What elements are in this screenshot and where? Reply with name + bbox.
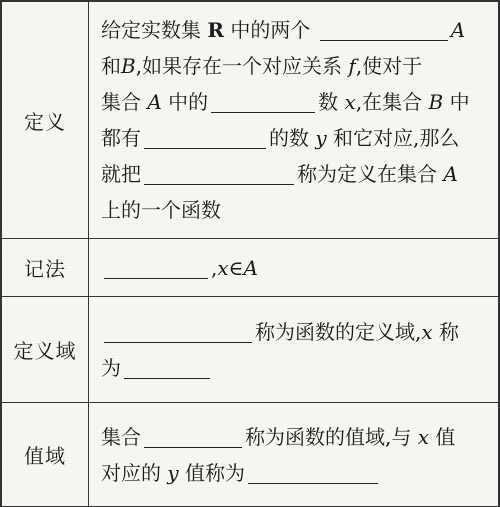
- var-A: A: [450, 18, 466, 42]
- fill-blank-7[interactable]: [124, 356, 210, 379]
- text: 给定实数集: [101, 18, 201, 42]
- text: 为: [101, 355, 121, 380]
- text: 称: [439, 319, 459, 344]
- fill-blank-3[interactable]: [144, 126, 266, 149]
- text: ,使对于: [355, 54, 423, 78]
- text: 集合: [101, 424, 141, 449]
- text: 中的: [168, 90, 209, 114]
- notation-text: [89, 239, 499, 297]
- text: ,在集合: [355, 90, 423, 114]
- table-row-range: [2, 403, 499, 507]
- text: 都有: [101, 126, 141, 150]
- row-label-definition: 定义: [2, 2, 89, 239]
- var-A: A: [443, 162, 458, 186]
- text: 的数: [269, 126, 309, 150]
- fill-blank-6[interactable]: [104, 320, 252, 343]
- var-x: x: [421, 319, 433, 344]
- text: 称为定义在集合: [297, 162, 437, 186]
- text: ,如果存在一个对应关系: [135, 54, 343, 78]
- row-label-notation: 记法: [2, 239, 89, 297]
- definition-text: [89, 2, 499, 239]
- text: 集合: [101, 90, 141, 114]
- var-y: y: [315, 126, 327, 150]
- text: 上的一个函数: [101, 198, 221, 222]
- var-y: y: [167, 460, 179, 485]
- var-x: x: [417, 424, 429, 449]
- expr-x-in-A: x∈A: [217, 255, 258, 280]
- var-B: B: [428, 90, 444, 114]
- text: 和它对应,那么: [333, 126, 460, 150]
- text: 数: [318, 90, 339, 114]
- text: 和: [101, 54, 121, 78]
- domain-text: [89, 297, 499, 403]
- fill-blank-1[interactable]: [320, 18, 448, 41]
- text: 称为函数的值域,与: [245, 424, 412, 449]
- fill-blank-4[interactable]: [144, 162, 294, 185]
- fill-blank-8[interactable]: [144, 425, 242, 448]
- set-symbol-R: R: [207, 18, 224, 42]
- var-B: B: [121, 54, 136, 78]
- row-label-domain: 定义域: [2, 297, 89, 403]
- row-label-range: 值域: [2, 403, 89, 507]
- text: 值: [435, 424, 456, 449]
- text: 就把: [101, 162, 141, 186]
- fill-blank-9[interactable]: [248, 461, 378, 484]
- text: 称为函数的定义域,: [255, 319, 422, 344]
- text: 中的两个: [230, 18, 311, 42]
- function-concept-table: [1, 1, 499, 507]
- text: 对应的: [101, 460, 161, 485]
- text: ,: [211, 255, 218, 280]
- table-row-definition: [2, 2, 499, 239]
- fill-blank-2[interactable]: [211, 90, 315, 113]
- var-f: f: [348, 54, 356, 78]
- var-A: A: [147, 90, 162, 114]
- var-x: x: [344, 90, 356, 114]
- text: 中: [449, 90, 470, 114]
- table-row-domain: [2, 297, 499, 403]
- range-text: [89, 403, 499, 507]
- fill-blank-5[interactable]: [104, 256, 208, 279]
- text: 值称为: [185, 460, 246, 485]
- table-row-notation: [2, 239, 499, 297]
